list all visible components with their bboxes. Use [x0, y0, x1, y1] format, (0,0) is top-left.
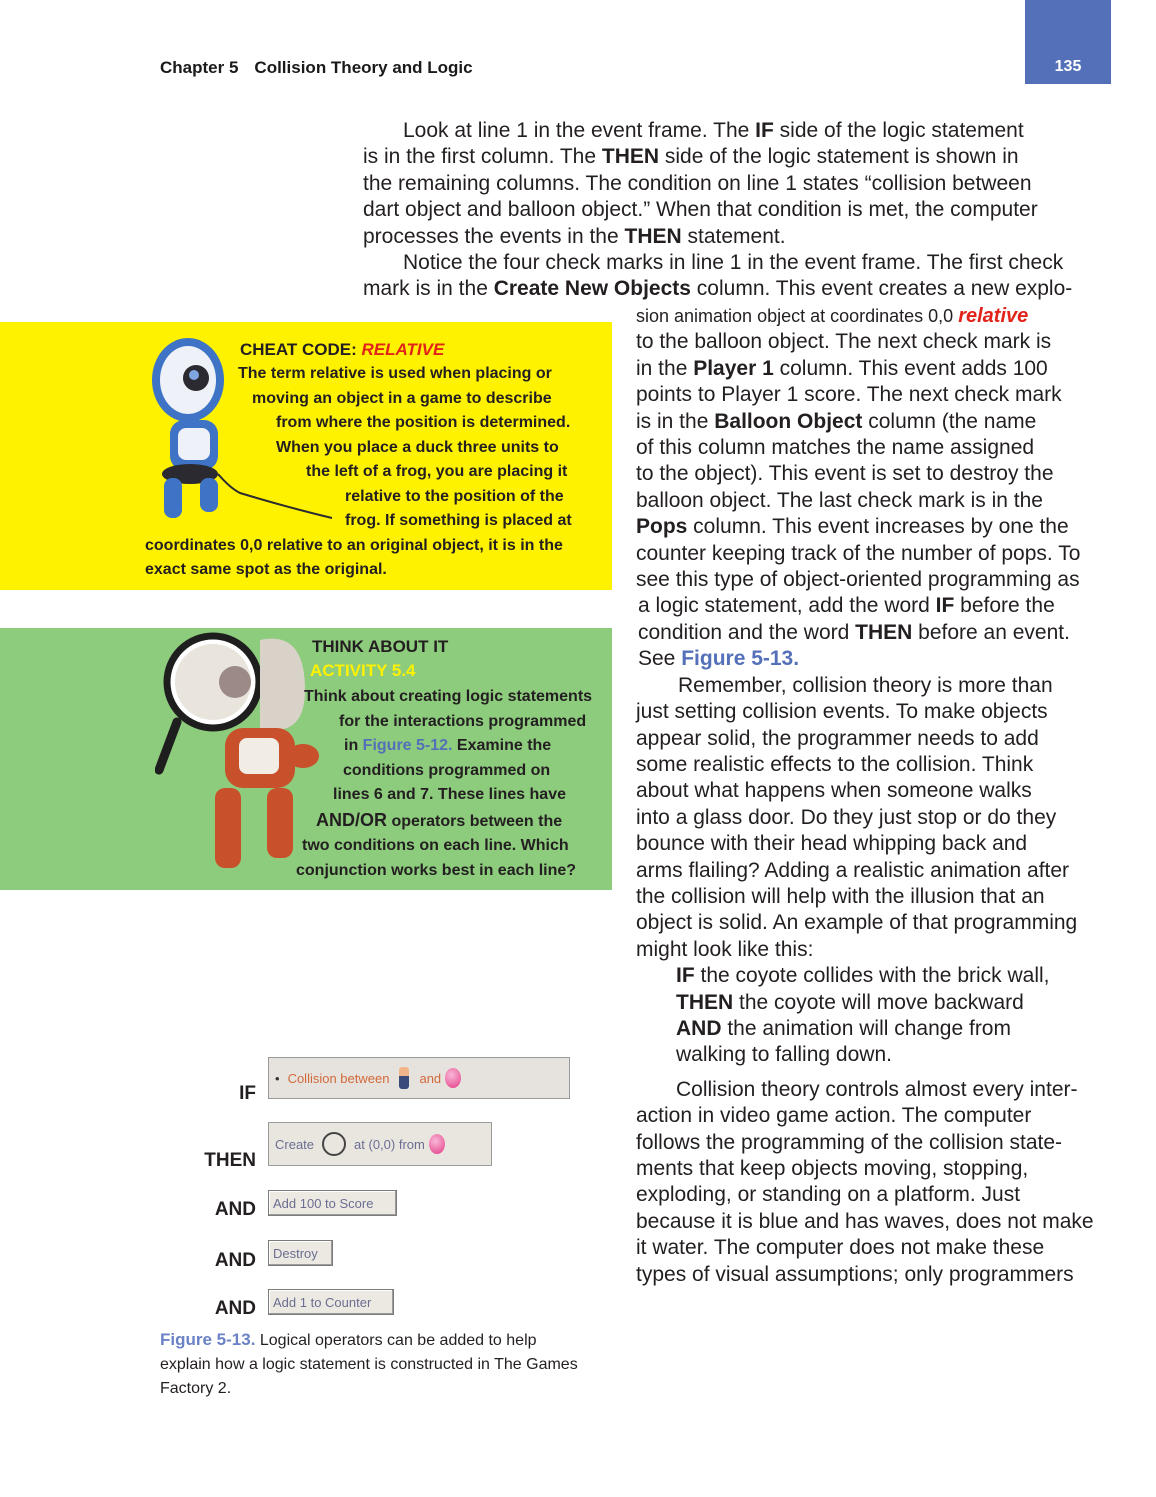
p2-line2: mark is in the Create New Objects column. This event creates a new explo- [363, 277, 1073, 301]
r-line2: to the balloon object. The next check mark is [636, 330, 1052, 354]
figure-caption: Figure 5-13. Logical operators can be added to help explain how a logic statement is constructed in The Games Factory 2. [160, 1330, 578, 1397]
dart-icon [399, 1067, 409, 1089]
ex-line4: walking to falling down. [676, 1043, 892, 1067]
add-score-button[interactable]: Add 100 to Score [268, 1190, 397, 1216]
add-counter-button[interactable]: Add 1 to Counter [268, 1289, 394, 1315]
p4-line4: ments that keep objects moving, stopping, [636, 1157, 1029, 1180]
p3-line1: Remember, collision theory is more than [678, 673, 1053, 697]
p1-line2: is in the first column. The THEN side of the logic statement is shown in [363, 145, 1019, 169]
r-line3: in the Player 1 column. This event adds 100 [636, 356, 1048, 380]
collision-text: Collision between [287, 1070, 390, 1086]
p3-line3: appear solid, the programmer needs to add [636, 726, 1039, 750]
p1-line3: the remaining columns. The condition on line 1 states “collision between [363, 171, 1032, 195]
r-line9: Pops column. This event increases by one the [636, 515, 1069, 539]
ex-line2: THEN the coyote will move backward [676, 990, 1024, 1014]
label-and-2: AND [214, 1250, 256, 1271]
p4-line7: it water. The computer does not make these [636, 1236, 1045, 1260]
p2-line1: Notice the four check marks in line 1 in the event frame. The first check [403, 251, 1064, 275]
p3-line5: about what happens when someone walks [636, 779, 1032, 803]
then-create-row [268, 1122, 492, 1166]
p3-line6: into a glass door. Do they just stop or do they [636, 805, 1057, 829]
p3-line2: just setting collision events. To make objects [636, 700, 1048, 724]
p3-line9: the collision will help with the illusion that an [636, 884, 1045, 908]
cheat-title: CHEAT CODE: RELATIVE [240, 340, 445, 359]
r-line12: a logic statement, add the word IF before the [638, 594, 1055, 618]
r-line7: to the object). This event is set to destroy the [636, 462, 1054, 486]
body-right [636, 303, 1094, 1288]
ex-line1: IF the coyote collides with the brick wall, [676, 964, 1050, 988]
r-line13: condition and the word THEN before an event. [638, 620, 1070, 644]
r-line1: sion animation object at coordinates 0,0 relative [636, 305, 1029, 327]
r-line14: See Figure 5-13. [638, 647, 800, 671]
balloon-icon [445, 1068, 461, 1088]
p3-line10: object is solid. An example of that programming [636, 911, 1078, 935]
p1-line1: Look at line 1 in the event frame. The IF side of the logic statement [403, 119, 1024, 142]
if-condition-row: • Collision between and [268, 1057, 570, 1099]
chapter-label: Chapter 5 [160, 58, 239, 77]
think-text: Think about creating logic statements for the interactions programmed in Figure 5-12. Examine the conditions programmed on lines 6 and 7. These lines have AND/OR operators between the two conditions on each line. Which conjunction works best in each line? [296, 688, 593, 879]
at-from-text: at (0,0) from [354, 1136, 425, 1152]
cheat-text: The term relative is used when placing or moving an object in a game to describe from where the position is determined. When you place a duck three units to the left of a frog, you are placing it relative to the position of the frog. If something is placed at coordinates 0,0 relative to an original object, it is in the exact same spot as the original. [145, 365, 572, 578]
think-title: THINK ABOUT IT [312, 637, 449, 656]
think-activity: ACTIVITY 5.4 [310, 661, 416, 680]
p3-line4: some realistic effects to the collision. Think [636, 752, 1034, 776]
r-line10: counter keeping track of the number of pops. To [636, 541, 1081, 565]
r-line5: is in the Balloon Object column (the name [636, 409, 1037, 433]
ex-line3: AND the animation will change from [676, 1016, 1011, 1040]
balloon-icon-2 [429, 1134, 445, 1154]
label-and-1: AND [214, 1199, 256, 1220]
and-text: and [419, 1070, 442, 1086]
explosion-icon [322, 1132, 346, 1156]
chapter-title: Collision Theory and Logic [254, 58, 473, 77]
p1-line5: processes the events in the THEN statement. [363, 224, 786, 248]
r-line8: balloon object. The last check mark is in the [636, 488, 1043, 512]
label-then: THEN [204, 1150, 256, 1171]
p3-line7: bounce with their head whipping back and [636, 832, 1028, 856]
create-text: Create [275, 1136, 315, 1152]
running-header [160, 58, 473, 78]
p4-line8: types of visual assumptions; only programmers [636, 1262, 1074, 1286]
p3-line11: might look like this: [636, 937, 814, 961]
p1-line4: dart object and balloon object.” When that condition is met, the computer [363, 198, 1038, 222]
label-and-3: AND [214, 1298, 256, 1319]
r-line11: see this type of object-oriented programming as [636, 568, 1080, 592]
p4-line5: exploding, or standing on a platform. Just [636, 1183, 1021, 1207]
page-number: 135 [1054, 58, 1082, 75]
r-line4: points to Player 1 score. The next check mark [636, 383, 1062, 407]
p4-line2: action in video game action. The computer [636, 1104, 1032, 1128]
p4-line3: follows the programming of the collision state- [636, 1130, 1063, 1154]
destroy-button[interactable]: Destroy [268, 1240, 333, 1266]
p4-line6: because it is blue and has waves, does not make [636, 1209, 1094, 1233]
r-line6: of this column matches the name assigned [636, 436, 1035, 460]
p4-line1: Collision theory controls almost every inter- [676, 1077, 1078, 1101]
body-top [363, 118, 1072, 303]
label-if: IF [239, 1083, 256, 1104]
p3-line8: arms flailing? Adding a realistic animation after [636, 858, 1070, 882]
